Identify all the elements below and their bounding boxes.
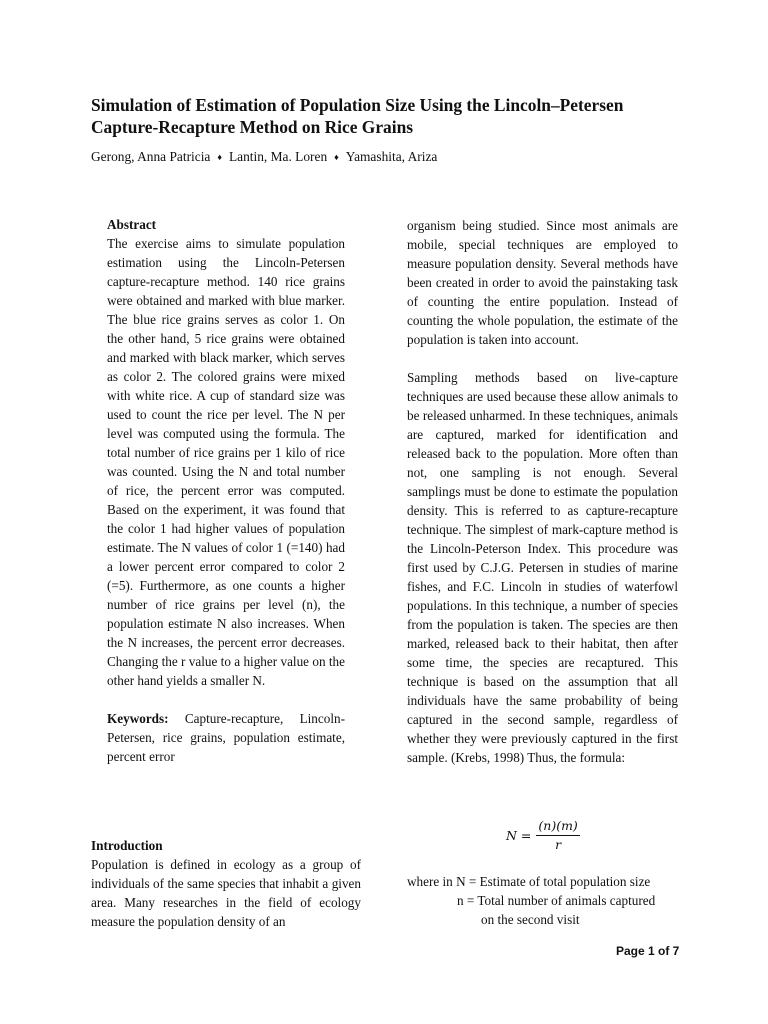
introduction-heading: Introduction [91, 838, 163, 853]
abstract-heading: Abstract [107, 217, 157, 232]
formula-fraction [536, 818, 579, 852]
author-separator: ♦ [217, 152, 222, 162]
intro-paragraph-2: Sampling methods based on live-capture techniques are used because these allow animals to be released unharmed. In these techniques, animals are captured, marked for identification and released back to the population. More often than not, one sampling is not enough. Several samplings must be done to estimate the population density. This is referred to as capture-recapture technique. The simplest of mark-capture method is the Lincoln-Peterson Index. This procedure was first used by C.J.G. Petersen in studies of marine fishes, and F.C. Lincoln in studies of waterfowl populations. In this technique, a number of species from the population is taken. The species are then marked, released back to their habitat, then after some time, the species are recaptured. This technique is based on the assumption that all individuals have the same probability of being captured in the second sample, regardless of whether they were previously captured in the first sample. (Krebs, 1998) Thus, the formula: [407, 370, 678, 765]
keywords-paragraph [107, 709, 345, 766]
definition-line-3: on the second visit [481, 912, 580, 927]
page-number: Page 1 of 7 [616, 944, 680, 958]
right-column [407, 216, 678, 767]
formula-denominator: r [555, 837, 562, 852]
keywords-text: Capture-recapture, Lincoln-Petersen, rice grains, population estimate, percent error [107, 711, 345, 764]
author-3: Yamashita, Ariza [345, 149, 438, 164]
author-list [91, 148, 691, 167]
definition-line-1: where in N = Estimate of total population size [407, 874, 651, 889]
keywords-label: Keywords: [107, 711, 169, 726]
definition-line-2: n = Total number of animals captured [457, 893, 656, 908]
author-separator: ♦ [334, 152, 339, 162]
lincoln-petersen-formula [506, 818, 580, 852]
variable-definitions [407, 872, 697, 929]
abstract-text: The exercise aims to simulate population estimation using the Lincoln-Petersen capture-recapture method. 140 rice grains were obtained and marked with blue marker. The blue rice grains serves as color 1. On the other hand, 5 rice grains were obtained and marked with black marker, which serves as color 2. The colored grains were mixed with white rice. A cup of standard size was used to count the rice per level. The N per level was computed using the formula. The total number of rice grains per 1 kilo of rice was counted. Using the N and total number of rice, the percent error was computed. Based on the experiment, it was found that the color 1 had higher values of population estimate. The N values of color 1 (=140) had a lower percent error compared to color 2 (=5). Furthermore, as one counts a higher number of rice grains per level (n), the population estimate N also increases. When the N increases, the percent error decreases. Changing the r value to a higher value on the other hand yields a smaller N. [107, 236, 345, 688]
introduction-section [91, 836, 361, 931]
introduction-text: Population is defined in ecology as a group of individuals of the same species that inhabit a given area. Many researches in the field of ecology measure the population density of an [91, 857, 361, 929]
formula-numerator: (n)(m) [536, 818, 579, 836]
formula-lhs: N = [506, 827, 532, 843]
author-2: Lantin, Ma. Loren [228, 149, 328, 164]
abstract-section [107, 215, 345, 766]
intro-paragraph-1: organism being studied. Since most animals are mobile, special techniques are employed to measure population density. Several methods have been created in order to avoid the painstaking task of counting the entire population. Instead of counting the whole population, the estimate of the population is taken into account. [407, 218, 678, 347]
paper-title: Simulation of Estimation of Population Size Using the Lincoln–Petersen Capture-Recapture Method on Rice Grains [91, 95, 624, 137]
author-1: Gerong, Anna Patricia [91, 149, 211, 164]
